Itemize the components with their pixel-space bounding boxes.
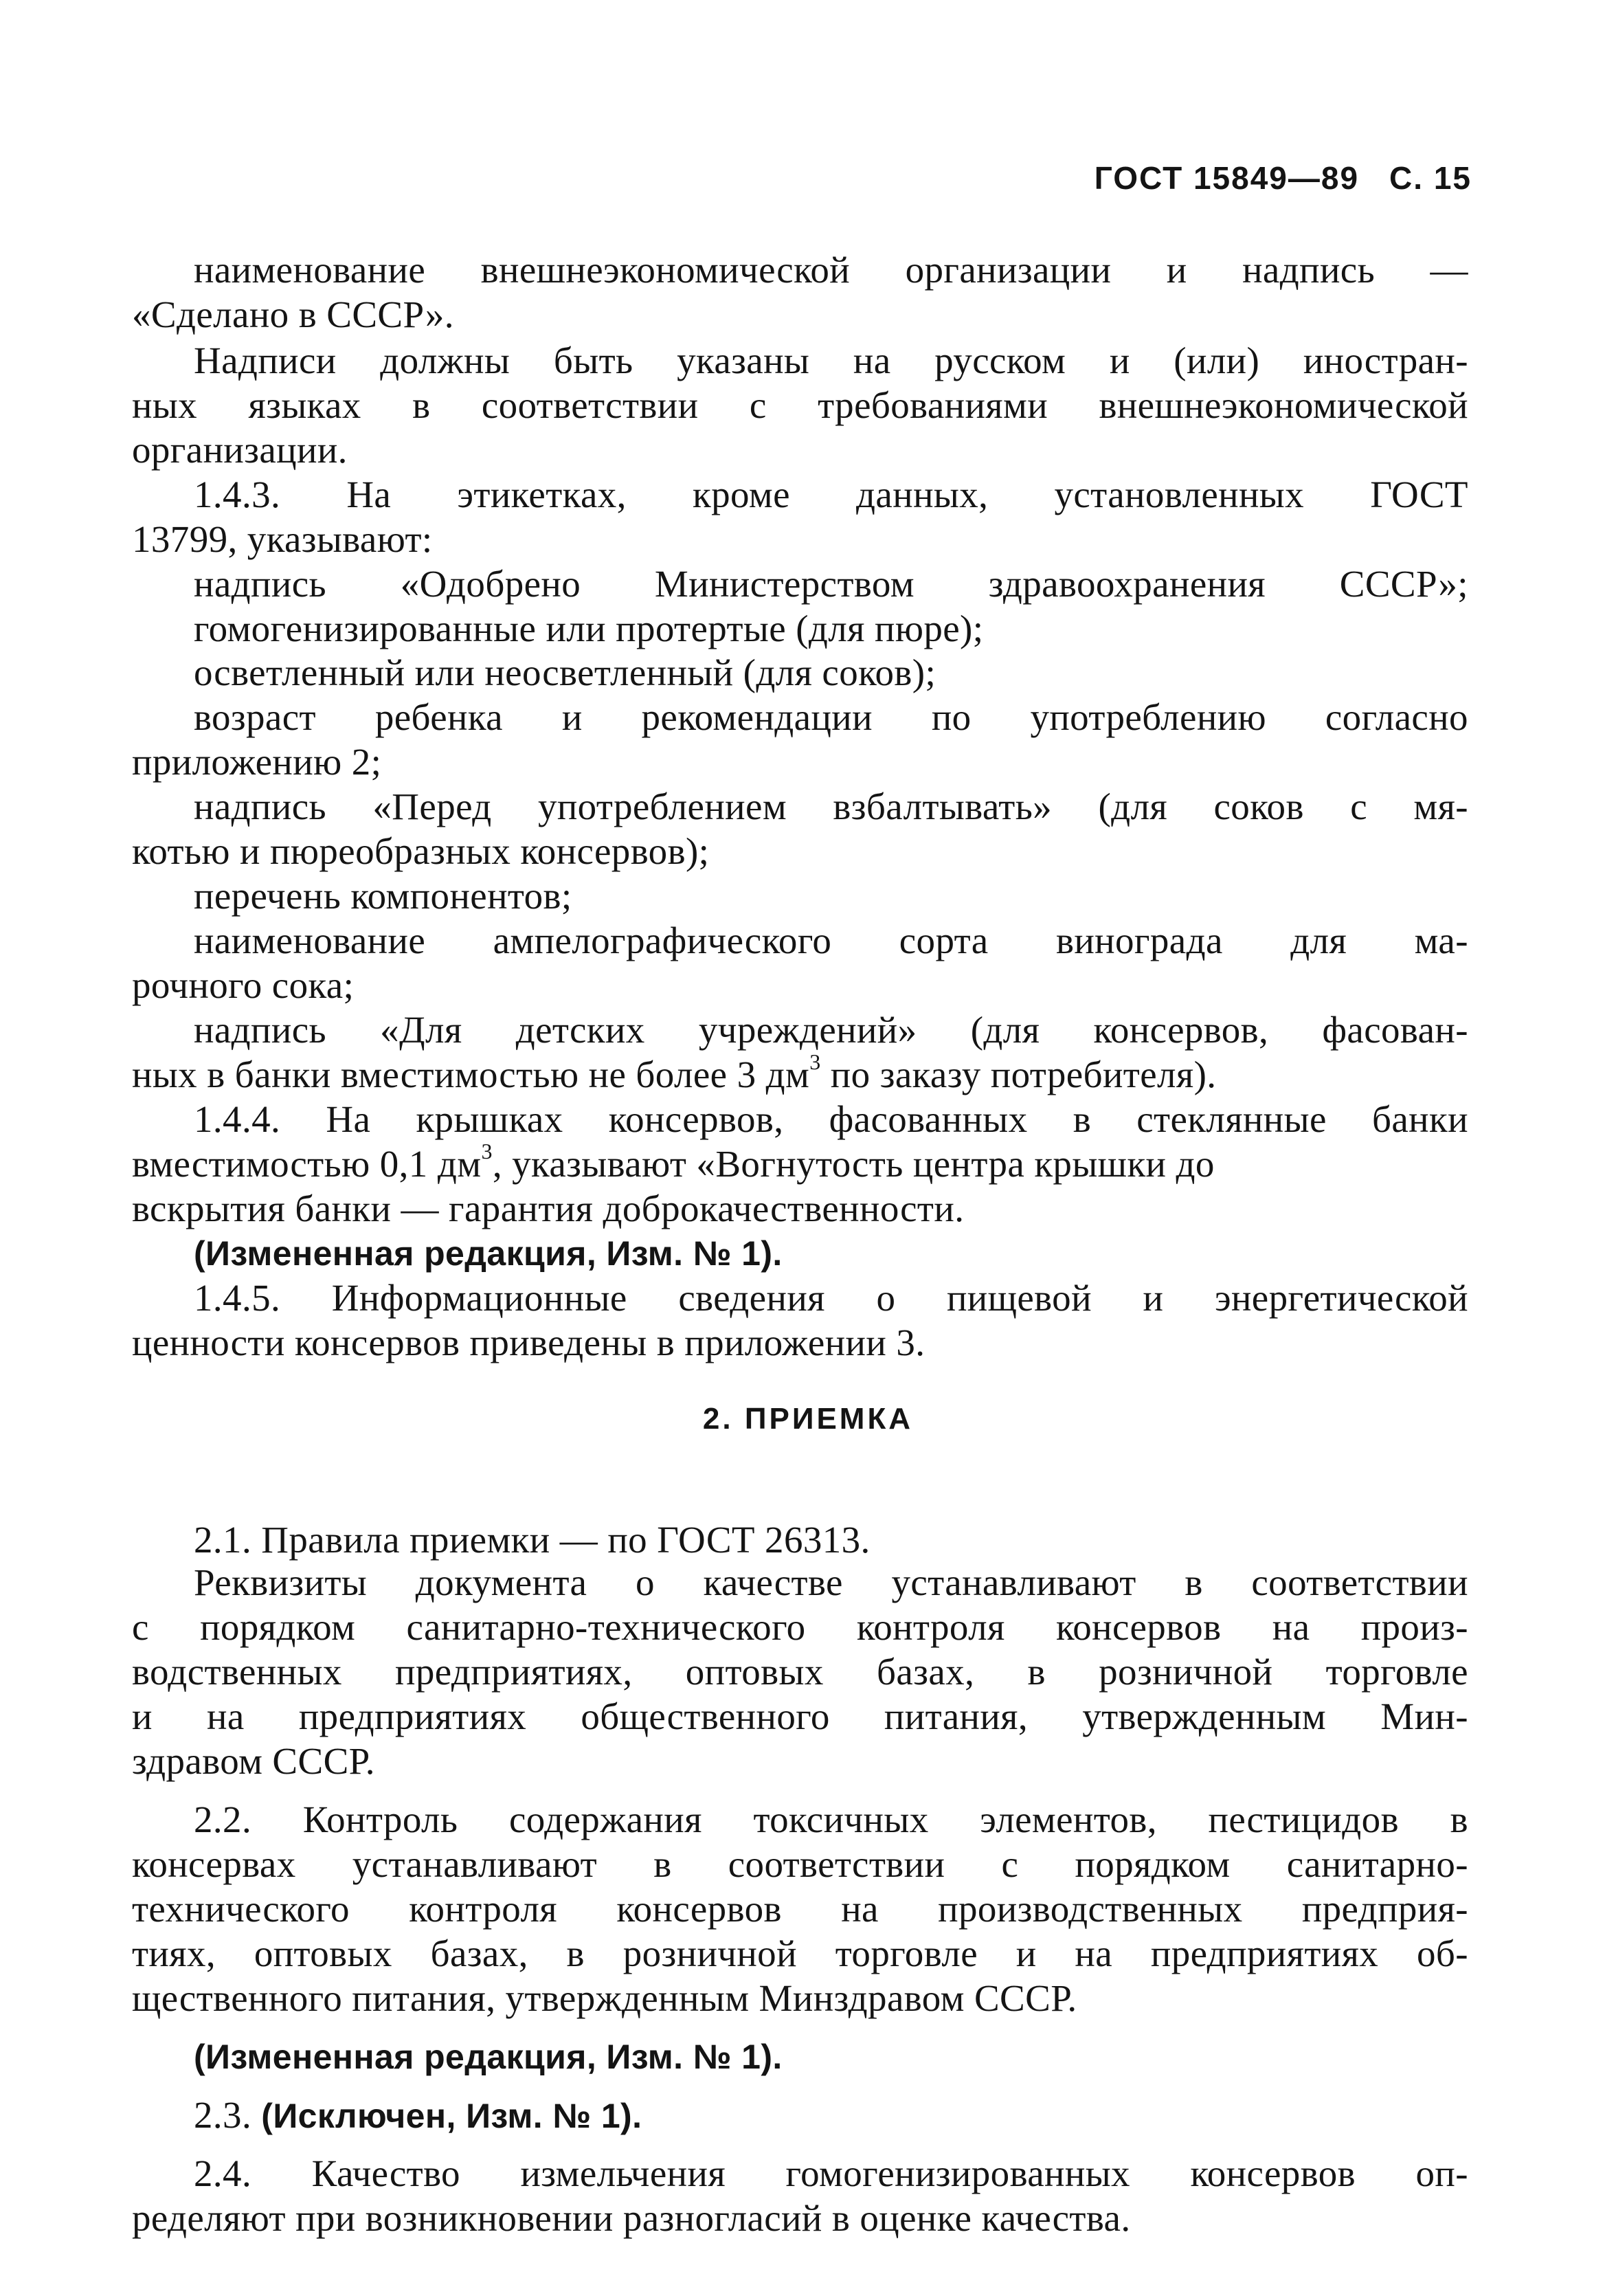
text-segment: вместимостью 0,1 дм: [132, 1143, 482, 1185]
text-line: [194, 2094, 642, 2137]
text-line: надпись «Для детских учреждений» (для консервов, фасован-: [194, 1009, 1468, 1051]
text-line: [132, 1139, 1215, 1185]
text-line: наименование внешнеэкономической организации и надпись —: [194, 249, 1468, 291]
text-line: 2.2. Контроль содержания токсичных элементов, пестицидов в: [194, 1798, 1468, 1840]
text-line: «Сделано в СССР».: [132, 293, 454, 335]
page-header: [1095, 159, 1472, 197]
text-line: организации.: [132, 429, 348, 471]
text-line: возраст ребенка и рекомендации по употреблению согласно: [194, 696, 1468, 738]
text-line: наименование ампелографического сорта винограда для ма-: [194, 919, 1468, 961]
text-line: надпись «Одобрено Министерством здравоохранения СССР»;: [194, 563, 1468, 605]
amendment-note: (Измененная редакция, Изм. № 1).: [194, 1234, 783, 1273]
standard-number: ГОСТ 15849—89: [1094, 160, 1360, 196]
text-line: надпись «Перед употреблением взбалтывать» (для соков с мя-: [194, 785, 1468, 827]
amendment-note: (Измененная редакция, Изм. № 1).: [194, 2038, 783, 2076]
text-line: 2.1. Правила приемки — по ГОСТ 26313.: [194, 1519, 871, 1561]
excluded-note: (Исключен, Изм. № 1).: [261, 2097, 642, 2135]
text-line: 13799, указывают:: [132, 518, 433, 560]
clause-number: 2.3.: [194, 2094, 252, 2136]
text-line: 1.4.3. На этикетках, кроме данных, установленных ГОСТ: [194, 473, 1468, 515]
text-line: 2.4. Качество измельчения гомогенизированных консервов оп-: [194, 2152, 1468, 2194]
text-line: консервах устанавливают в соответствии с порядком санитарно-: [132, 1843, 1468, 1885]
text-line: 1.4.5. Информационные сведения о пищевой и энергетической: [194, 1277, 1468, 1319]
text-line: гомогенизированные или протертые (для пюре);: [194, 608, 984, 649]
text-line: ценности консервов приведены в приложении 3.: [132, 1322, 925, 1363]
text-line: рочного сока;: [132, 964, 355, 1006]
text-segment: по заказу потребителя).: [820, 1054, 1217, 1095]
text-line: тиях, оптовых базах, в розничной торговле и на предприятиях об-: [132, 1932, 1468, 1974]
text-line: котью и пюреобразных консервов);: [132, 830, 710, 872]
text-line: щественного питания, утвержденным Минздравом СССР.: [132, 1977, 1077, 2019]
page-number: С. 15: [1389, 160, 1472, 196]
text-line: Надписи должны быть указаны на русском и (или) иностран-: [194, 339, 1468, 381]
text-line: перечень компонентов;: [194, 875, 572, 917]
text-line: ределяют при возникновении разногласий в оценке качества.: [132, 2197, 1131, 2239]
text-line: вскрытия банки — гарантия доброкачественности.: [132, 1188, 965, 1229]
text-segment: ных в банки вместимостью не более 3 дм: [132, 1054, 810, 1095]
text-line: [132, 1049, 1217, 1096]
text-line: с порядком санитарно-технического контроля консервов на произ-: [132, 1606, 1468, 1648]
text-line: технического контроля консервов на производственных предприя-: [132, 1888, 1468, 1930]
text-line: Реквизиты документа о качестве устанавливают в соответствии: [194, 1561, 1468, 1603]
text-line: и на предприятиях общественного питания, утвержденным Мин-: [132, 1695, 1468, 1737]
superscript: 3: [809, 1049, 821, 1074]
text-line: водственных предприятиях, оптовых базах, в розничной торговле: [132, 1651, 1468, 1693]
section-heading: 2. ПРИЕМКА: [702, 1402, 914, 1436]
text-line: приложению 2;: [132, 741, 382, 783]
superscript: 3: [481, 1139, 493, 1163]
text-segment: , указывают «Вогнутость центра крышки до: [492, 1143, 1215, 1185]
text-line: здравом СССР.: [132, 1740, 375, 1782]
text-line: 1.4.4. На крышках консервов, фасованных в стеклянные банки: [194, 1098, 1468, 1140]
text-line: осветленный или неосветленный (для соков);: [194, 651, 936, 693]
text-line: ных языках в соответствии с требованиями внешнеэкономической: [132, 384, 1468, 426]
